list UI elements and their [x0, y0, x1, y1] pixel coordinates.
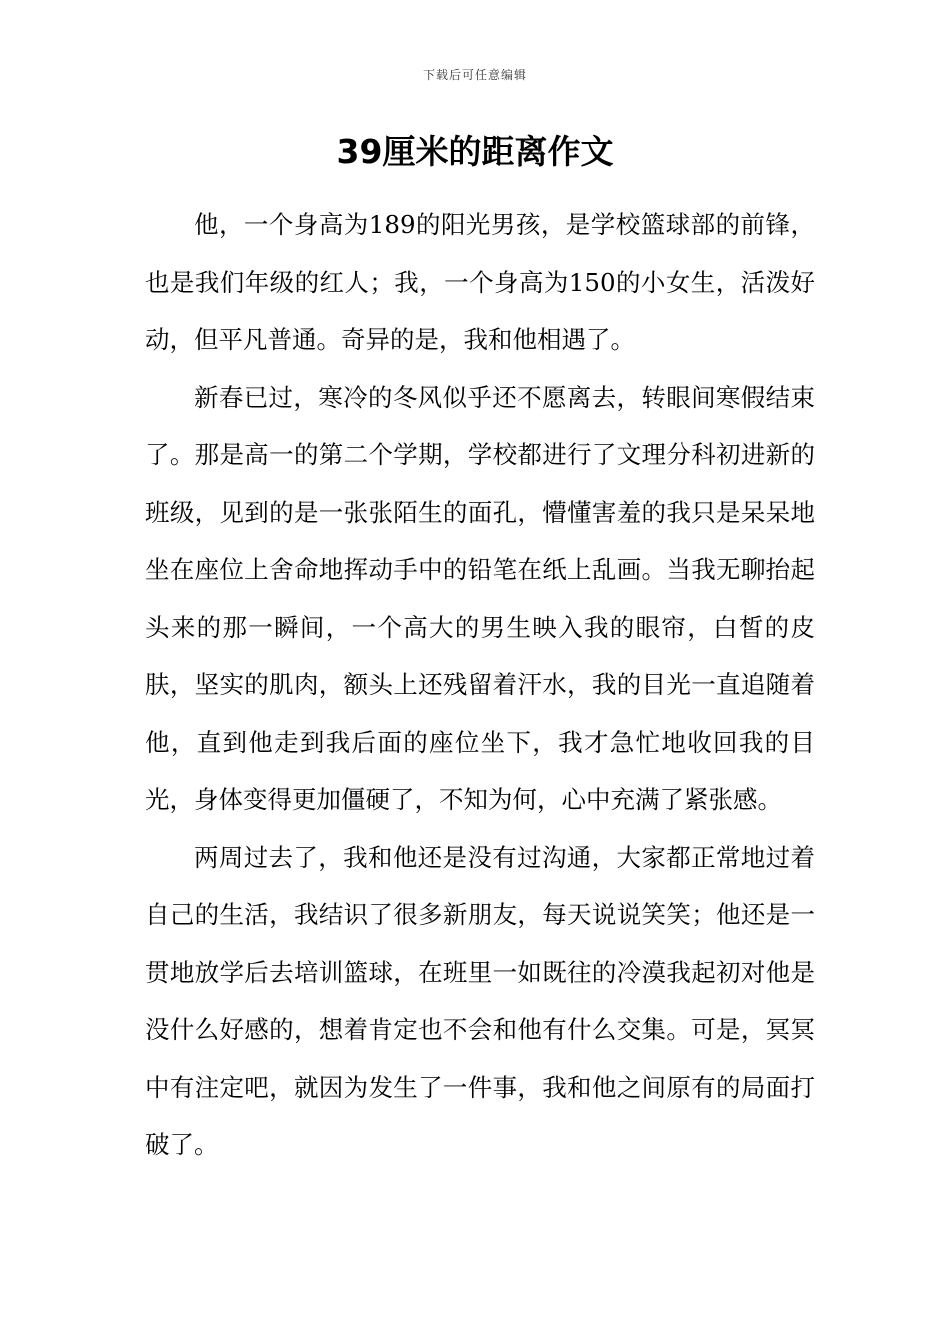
- paragraph-3: 两周过去了，我和他还是没有过沟通，大家都正常地过着自己的生活，我结识了很多新朋友，每天说说笑笑；他还是一贯地放学后去培训篮球，在班里一如既往的冷漠我起初对他是没什么好感的，想着肯定也不会和他有什么交集。可是，冥冥中有注定吧，就因为发生了一件事，我和他之间原有的局面打破了。: [145, 842, 815, 1159]
- paragraph-2: 新春已过，寒冷的冬风似乎还不愿离去，转眼间寒假结束了。那是高一的第二个学期，学校都进行了文理分科初进新的班级，见到的是一张张陌生的面孔，懵懂害羞的我只是呆呆地坐在座位上舍命地挥动手中的铅笔在纸上乱画。当我无聊抬起头来的那一瞬间，一个高大的男生映入我的眼帘，白皙的皮肤，坚实的肌肉，额头上还残留着汗水，我的目光一直追随着他，直到他走到我后面的座位坐下，我才急忙地收回我的目光，身体变得更加僵硬了，不知为何，心中充满了紧张感。: [145, 382, 815, 814]
- document-title: 39厘米的距离作文: [336, 132, 614, 171]
- document-body: [145, 196, 815, 1174]
- paragraph-1: 他，一个身高为189的阳光男孩，是学校篮球部的前锋，也是我们年级的红人；我，一个身高为150的小女生，活泼好动，但平凡普通。奇异的是，我和他相遇了。: [145, 210, 815, 354]
- header-note: 下载后可任意编辑: [422, 68, 527, 82]
